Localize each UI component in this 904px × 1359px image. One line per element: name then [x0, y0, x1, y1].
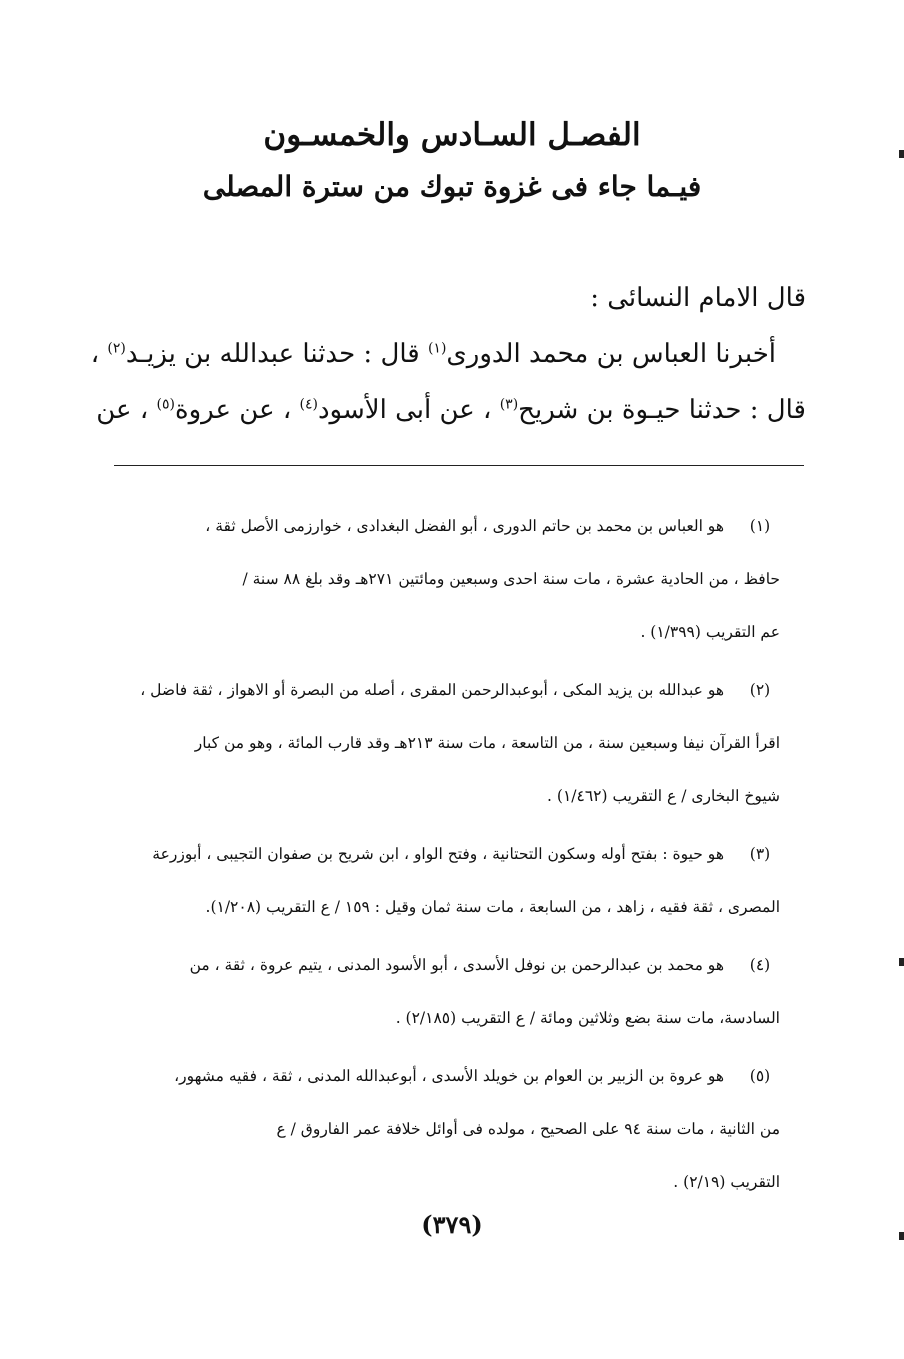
scan-edge-mark	[899, 958, 904, 966]
footnote-line: هو عروة بن الزبير بن العوام بن خويلد الأسدى ، أبوعبدالله المدنى ، ثقة ، فقيه مشهور،	[174, 1067, 724, 1085]
footnote-ref[interactable]: (٢)	[107, 340, 126, 357]
isnad-line-2	[96, 382, 806, 438]
footnote-line: التقريب (٢/١٩) .	[673, 1173, 780, 1191]
isnad-text: ، عن عروة	[174, 395, 300, 425]
footnote-1	[114, 500, 780, 659]
main-text	[90, 270, 806, 438]
footnote-line: هو عبدالله بن يزيد المكى ، أبوعبدالرحمن المقرى ، أصله من البصرة أو الاهواز ، ثقة فاضل ،	[140, 681, 724, 699]
footnote-line: هو حيوة : بفتح أوله وسكون التحتانية ، وفتح الواو ، ابن شريح بن صفوان التجيبى ، أبوزرعة	[152, 845, 724, 863]
footnote-number: (٤)	[749, 956, 771, 974]
footnote-2	[114, 664, 780, 823]
footnote-ref[interactable]: (٣)	[499, 396, 519, 413]
isnad-text: ،	[90, 339, 108, 369]
footnote-line: السادسة، مات سنة بضع وثلاثين ومائة / ع التقريب (٢/١٨٥) .	[395, 1009, 780, 1027]
isnad-text: ، عن أبى الأسود	[317, 395, 500, 425]
isnad-text: ، عن	[96, 395, 157, 425]
isnad-text: قال : حدثنا حيـوة بن شريح	[518, 395, 806, 425]
footnote-5	[114, 1050, 780, 1209]
footnote-number: (٥)	[749, 1067, 771, 1085]
footnote-line: اقرأ القرآن نيفا وسبعين سنة ، من التاسعة ، مات سنة ٢١٣هـ وقد قارب المائة ، وهو من كبار	[194, 734, 780, 752]
chapter-title: الفصـل السـادس والخمسـون	[263, 117, 641, 153]
footnote-line: شيوخ البخارى / ع التقريب (١/٤٦٢) .	[547, 787, 780, 805]
footnote-3	[114, 828, 780, 934]
chapter-header	[100, 112, 804, 210]
footnote-number: (٢)	[749, 681, 771, 699]
isnad-text: أخبرنا العباس بن محمد الدورى	[446, 339, 776, 369]
footnote-line: حافظ ، من الحادية عشرة ، مات سنة احدى وسبعين ومائتين ٢٧١هـ وقد بلغ ٨٨ سنة /	[242, 570, 780, 588]
footnote-number: (١)	[749, 517, 771, 535]
page-number: (٣٧٩)	[421, 1210, 483, 1239]
scan-edge-mark	[899, 150, 904, 158]
footnote-line: عم التقريب (١/٣٩٩) .	[640, 623, 780, 641]
footnote-ref[interactable]: (٥)	[156, 396, 175, 413]
intro-line: قال الامام النسائى :	[590, 283, 806, 313]
chapter-subtitle: فيـما جاء فى غزوة تبوك من سترة المصلى	[202, 170, 702, 203]
footnote-number: (٣)	[749, 845, 771, 863]
footnote-line: المصرى ، ثقة فقيه ، زاهد ، من السابعة ، مات سنة ثمان وقيل : ١٥٩ / ع التقريب (١/٢٠٨).	[205, 898, 780, 916]
footnote-ref[interactable]: (١)	[427, 340, 447, 357]
footnote-line: هو محمد بن عبدالرحمن بن نوفل الأسدى ، أبو الأسود المدنى ، يتيم عروة ، ثقة ، من	[189, 956, 724, 974]
footnote-divider	[114, 465, 804, 466]
footnote-ref[interactable]: (٤)	[299, 396, 318, 413]
scan-edge-mark	[899, 1232, 904, 1240]
footnote-line: من الثانية ، مات سنة ٩٤ على الصحيح ، مولده فى أوائل خلافة عمر الفاروق / ع	[276, 1120, 780, 1138]
isnad-line-1	[90, 326, 806, 382]
isnad-text: قال : حدثنا عبدالله بن يزيـد	[125, 339, 428, 369]
footnote-line: هو العباس بن محمد بن حاتم الدورى ، أبو الفضل البغدادى ، خوارزمى الأصل ثقة ،	[205, 517, 724, 535]
footnote-4	[114, 939, 780, 1045]
footnotes-section	[114, 500, 780, 1209]
